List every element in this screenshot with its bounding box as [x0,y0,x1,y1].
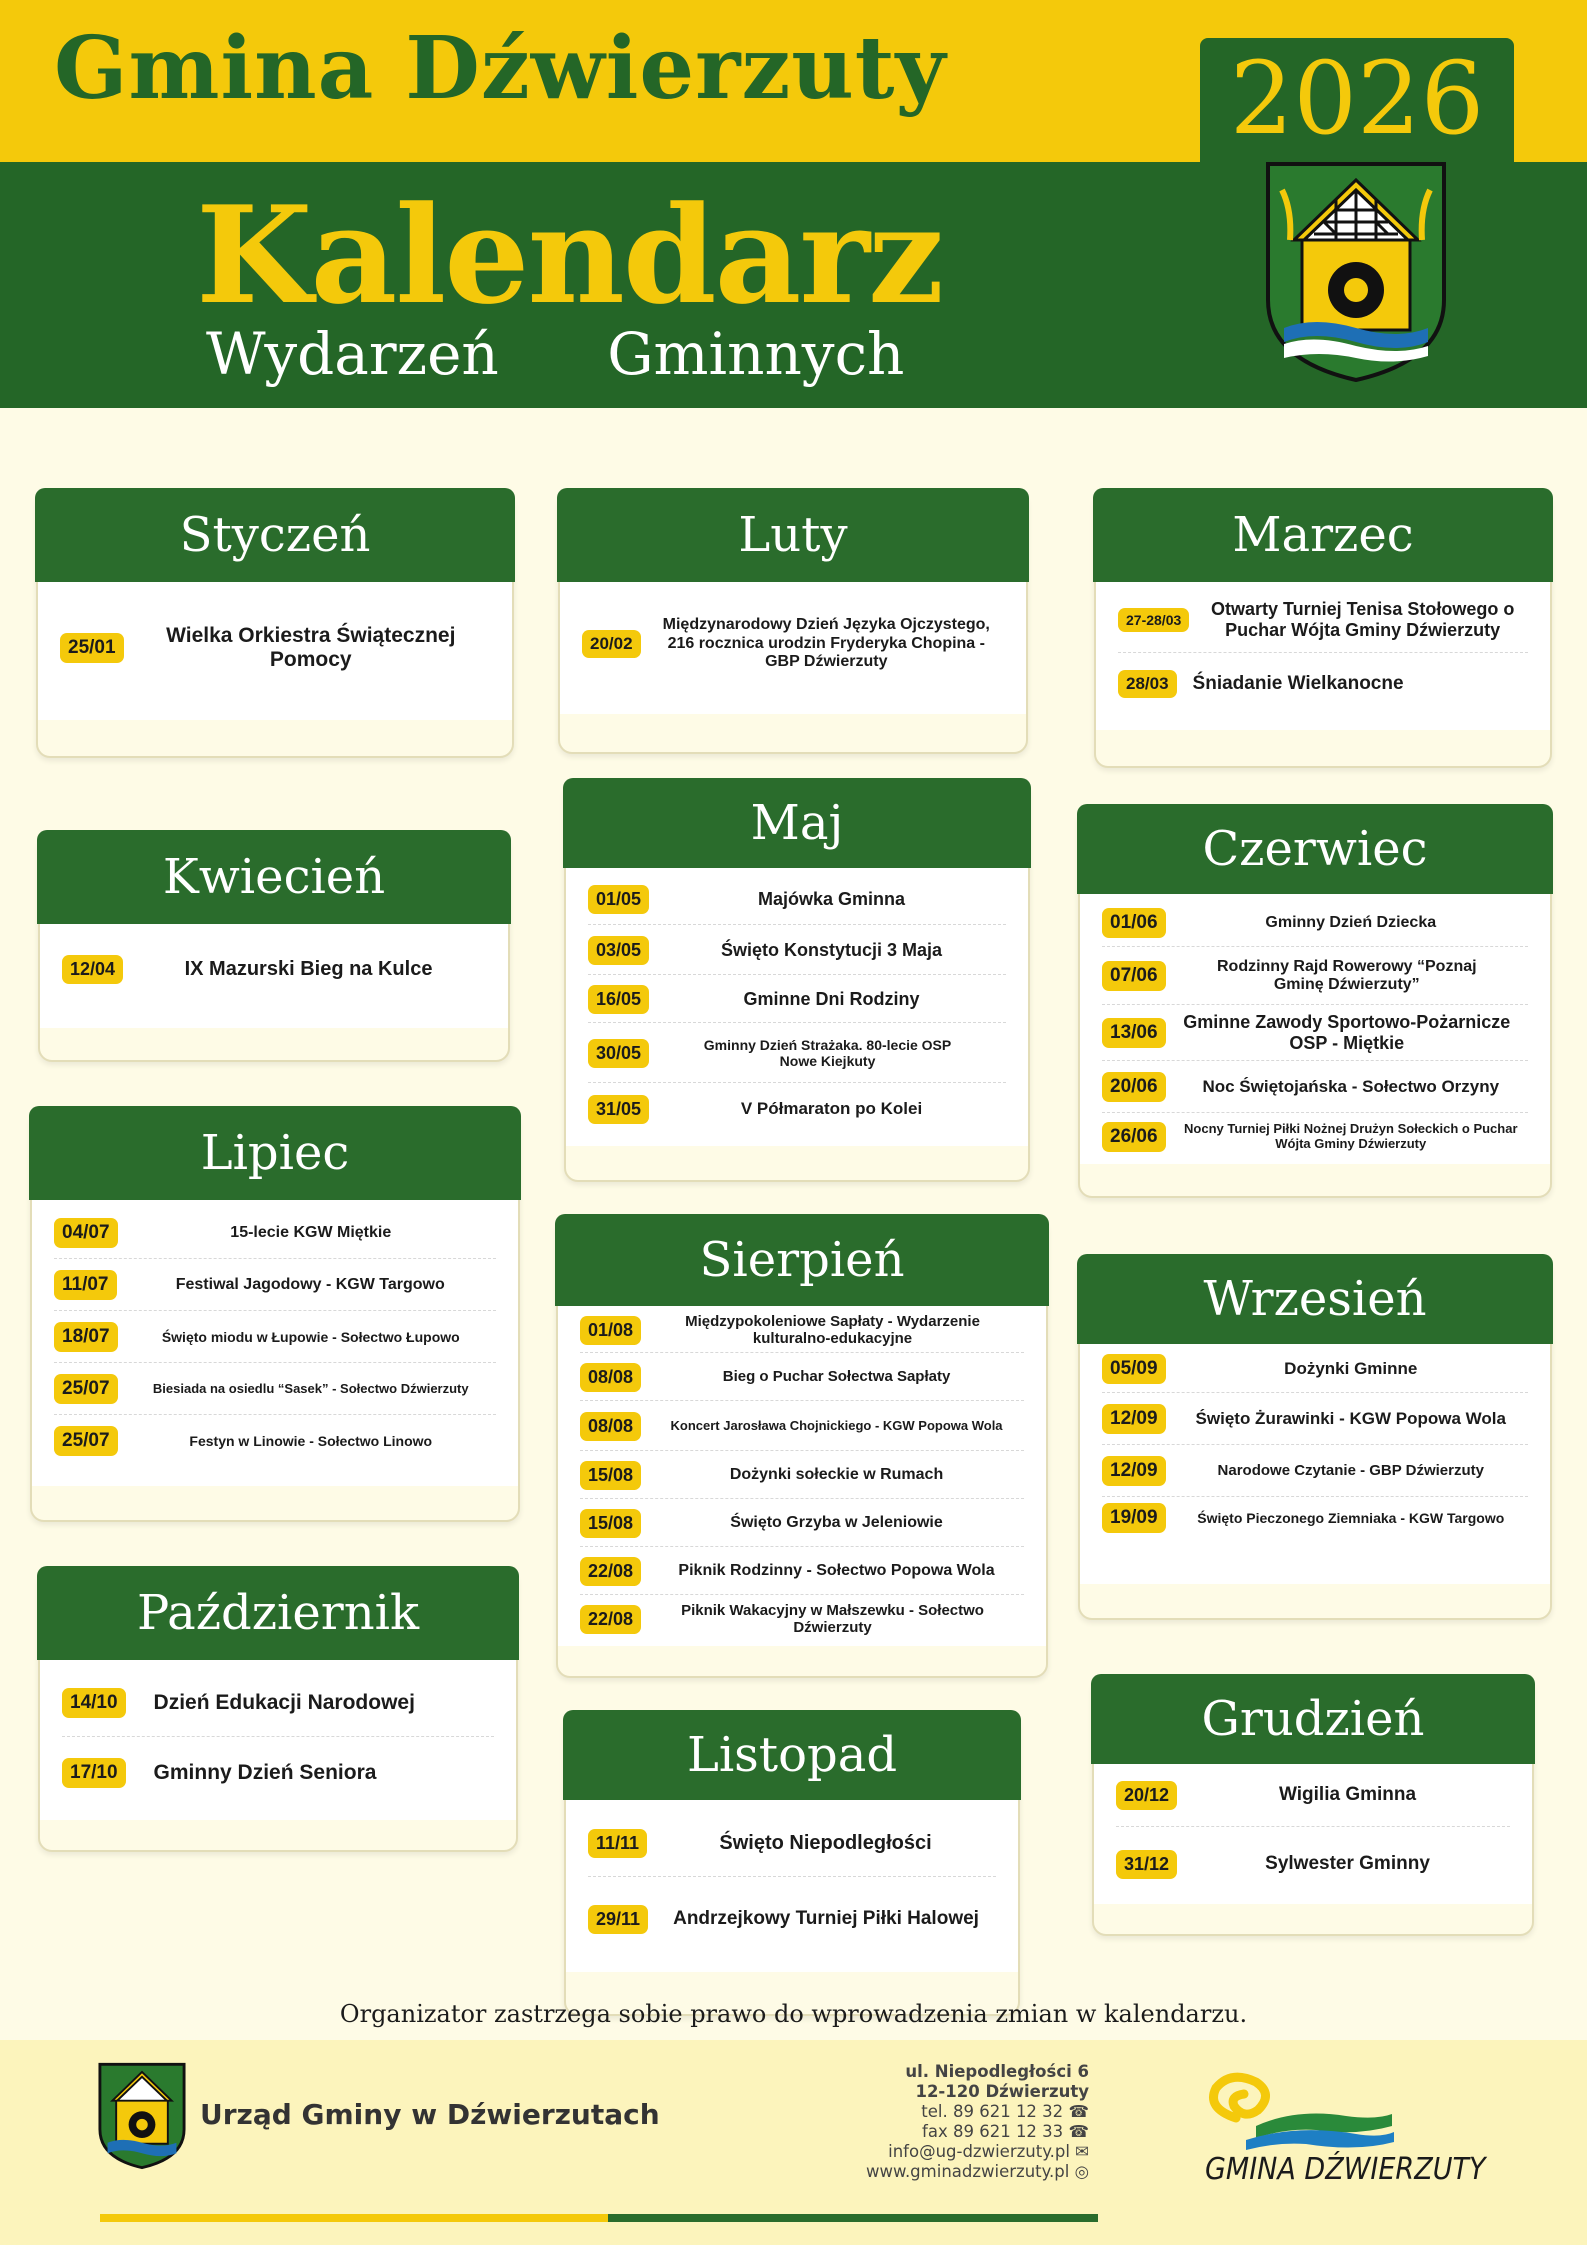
event-text: Dzień Edukacji Narodowej [153,1690,415,1714]
month-title: Grudzień [1201,1691,1425,1747]
event-date: 14/10 [62,1688,126,1718]
event-text: Nocny Turniej Piłki Nożnej Drużyn Sołeckich o Puchar Wójta Gminy Dźwierzuty [1184,1121,1518,1151]
event-row [580,1548,1024,1595]
event-row [580,1354,1024,1401]
event-row [588,976,1006,1023]
event-text: Wigilia Gminna [1278,1784,1417,1806]
event-date: 12/09 [1102,1404,1166,1434]
event-date: 17/10 [62,1758,126,1788]
fax-icon: ☎ [1068,2122,1089,2141]
event-text: Piknik Rodzinny - Sołectwo Popowa Wola [678,1561,995,1579]
event-date: 16/05 [588,985,649,1014]
event-date: 31/12 [1116,1850,1177,1879]
event-row [588,1084,1006,1134]
event-row [580,1500,1024,1547]
disclaimer-text: Organizator zastrzega sobie prawo do wprowadzenia zmian w kalendarzu. [339,2000,1248,2028]
event-row [1116,1828,1510,1900]
event-row [1102,900,1528,947]
phone-icon: ☎ [1068,2102,1089,2121]
month-card-grudzien [1092,1676,1534,1936]
event-row [1102,1114,1528,1160]
event-date: 31/05 [588,1095,649,1124]
event-text: Śniadanie Wielkanocne [1192,673,1404,695]
event-row [1102,1498,1528,1538]
event-date: 11/07 [54,1270,117,1300]
event-date: 27-28/03 [1118,608,1189,632]
month-card-listopad [564,1712,1020,2016]
event-row [580,1452,1024,1499]
month-title: Czerwiec [1202,821,1428,877]
event-row [54,1260,496,1311]
calendar-title: Kalendarz [196,176,943,334]
month-title: Sierpień [699,1232,905,1288]
event-text: Narodowe Czytanie - GBP Dźwierzuty [1217,1462,1484,1480]
event-date: 20/02 [582,630,641,658]
event-row [1116,1764,1510,1827]
event-date: 29/11 [588,1905,648,1934]
month-title: Lipiec [200,1125,350,1181]
event-row [588,1024,1006,1083]
fax-text: fax 89 621 12 33 [922,2122,1064,2141]
gmina-logo-icon [1196,2068,1396,2158]
event-date: 12/09 [1102,1456,1166,1486]
month-title: Marzec [1232,507,1414,563]
month-title: Luty [738,507,848,563]
event-text: Sylwester Gminny [1265,1853,1430,1875]
event-text: Święto Żurawinki - KGW Popowa Wola [1195,1409,1506,1429]
event-row [54,1416,496,1466]
event-row [54,1208,496,1259]
month-title: Styczeń [179,507,371,563]
event-date: 25/07 [54,1374,118,1404]
event-text: Gminny Dzień Dziecka [1265,913,1437,931]
event-date: 13/06 [1102,1018,1166,1048]
event-date: 03/05 [588,936,649,965]
month-card-luty [558,490,1028,754]
event-text: Festiwal Jagodowy - KGW Targowo [175,1275,445,1293]
contact-block [866,2062,1089,2182]
event-date: 25/01 [60,633,124,663]
event-text: Majówka Gminna [758,888,906,909]
event-date: 15/08 [580,1509,641,1538]
event-date: 20/06 [1102,1072,1166,1102]
event-date: 11/11 [588,1829,647,1858]
event-date: 01/06 [1102,908,1166,938]
event-date: 28/03 [1118,670,1177,698]
month-title: Maj [750,795,844,851]
event-text: Święto Niepodległości [719,1831,932,1854]
event-date: 08/08 [580,1363,641,1392]
coat-of-arms-icon [1264,160,1448,384]
event-text: Bieg o Puchar Sołectwa Sapłaty [722,1368,951,1386]
event-text: Święto miodu w Łupowie - Sołectwo Łupowo [161,1328,460,1345]
event-row [580,1402,1024,1451]
address-line1: ul. Niepodległości 6 [905,2062,1089,2081]
event-text: Dożynki Gminne [1284,1359,1418,1379]
event-row [588,926,1006,975]
office-name: Urząd Gminy w Dźwierzutach [200,2098,660,2131]
event-date: 26/06 [1102,1122,1166,1152]
month-title: Wrzesień [1203,1271,1427,1327]
event-text: 15-lecie KGW Miętkie [230,1223,392,1241]
event-text: Piknik Wakacyjny w Małszewku - Sołectwo Dźwierzuty [681,1601,984,1636]
event-text: Andrzejkowy Turniej Piłki Halowej [673,1908,979,1930]
event-date: 25/07 [54,1426,118,1456]
event-row [1102,948,1528,1005]
event-text: IX Mazurski Bieg na Kulce [184,957,433,980]
footer-line-green [608,2214,1098,2222]
event-date: 22/08 [580,1557,641,1586]
event-date: 07/06 [1102,961,1166,991]
event-row [62,934,486,1004]
event-text: V Półmaraton po Kolei [740,1099,923,1119]
event-row [60,600,490,696]
event-row [54,1364,496,1415]
month-card-styczen [36,490,514,758]
month-title: Listopad [686,1727,898,1783]
event-text: Dożynki sołeckie w Rumach [729,1465,944,1483]
month-card-maj [564,780,1030,1182]
event-date: 08/08 [580,1412,641,1441]
event-text: Biesiada na osiedlu “Sasek” - Sołectwo Dźwierzuty [152,1380,469,1396]
event-date: 22/08 [580,1605,641,1634]
event-text: Międzypokoleniowe Sapłaty - Wydarzenie kulturalno-edukacyjne [685,1312,980,1347]
month-card-kwiecien [38,832,510,1062]
month-card-czerwiec [1078,806,1552,1198]
event-text: Gminny Dzień Seniora [153,1760,377,1784]
month-title: Październik [136,1585,420,1641]
event-text: Rodzinny Rajd Rowerowy “Poznaj Gminę Dźwierzuty” [1216,957,1477,993]
year-label: 2026 [1229,40,1485,157]
event-text: Wielka Orkiestra Świątecznej Pomocy [166,623,456,671]
event-date: 20/12 [1116,1781,1177,1810]
website-link[interactable]: www.gminadzwierzuty.pl [865,2162,1070,2181]
month-card-marzec [1094,490,1552,768]
event-text: Święto Pieczonego Ziemniaka - KGW Targowo [1197,1509,1505,1526]
event-row [1102,1006,1528,1061]
event-date: 30/05 [588,1039,649,1068]
event-text: Święto Konstytucji 3 Maja [721,939,943,960]
event-date: 12/04 [62,955,123,984]
event-text: Koncert Jarosława Chojnickiego - KGW Popowa Wola [670,1417,1003,1433]
event-date: 04/07 [54,1218,118,1248]
event-date: 15/08 [580,1461,641,1490]
email-icon: ✉ [1075,2142,1089,2161]
event-date: 05/09 [1102,1354,1166,1384]
month-title: Kwiecień [162,849,386,905]
calendar-subtitle: Wydarzeń Gminnych [206,320,905,388]
event-text: Otwarty Turniej Tenisa Stołowego o Puchar Wójta Gminy Dźwierzuty [1210,599,1515,640]
gmina-logo-text: GMINA DŹWIERZUTY [1205,2152,1486,2187]
event-text: Międzynarodowy Dzień Języka Ojczystego, 216 rocznica urodzin Fryderyka Chopina - GBP Dźwierzuty [662,616,990,671]
event-text: Święto Grzyba w Jeleniowie [730,1513,943,1531]
event-date: 19/09 [1102,1503,1166,1533]
event-text: Noc Świętojańska - Sołectwo Orzyny [1202,1077,1500,1097]
month-card-pazdziernik [38,1568,518,1852]
event-row [1118,654,1528,714]
event-row [588,1810,996,1877]
event-row [1102,1394,1528,1445]
event-row [54,1312,496,1363]
event-date: 01/08 [580,1316,641,1345]
email-link[interactable]: info@ug-dzwierzuty.pl [888,2142,1070,2161]
month-card-sierpien [556,1216,1048,1678]
globe-icon: ◎ [1074,2162,1089,2181]
event-row [1102,1346,1528,1393]
event-date: 01/05 [588,885,649,914]
event-date: 18/07 [54,1322,118,1352]
office-crest-icon [98,2062,186,2170]
event-row [1118,588,1528,653]
month-card-wrzesien [1078,1256,1552,1620]
event-row [580,1308,1024,1353]
event-row [588,1882,996,1956]
footer-line-yellow [100,2214,608,2222]
event-text: Festyn w Linowie - Sołectwo Linowo [189,1432,433,1449]
event-row [62,1740,494,1806]
event-row [588,874,1006,925]
event-row [1102,1062,1528,1113]
month-card-lipiec [30,1108,520,1522]
address-line2: 12-120 Dźwierzuty [915,2082,1089,2101]
page-title: Gmina Dźwierzuty [54,18,947,119]
event-row [1102,1446,1528,1497]
event-text: Gminny Dzień Strażaka. 80-lecie OSP Nowe Kiejkuty [703,1036,952,1069]
event-row [62,1670,494,1737]
event-text: Gminne Dni Rodziny [743,988,920,1009]
phone-text: tel. 89 621 12 32 [921,2102,1064,2121]
event-row [580,1596,1024,1642]
event-row [582,592,1004,696]
event-text: Gminne Zawody Sportowo-Pożarnicze OSP - Miętkie [1183,1012,1511,1053]
